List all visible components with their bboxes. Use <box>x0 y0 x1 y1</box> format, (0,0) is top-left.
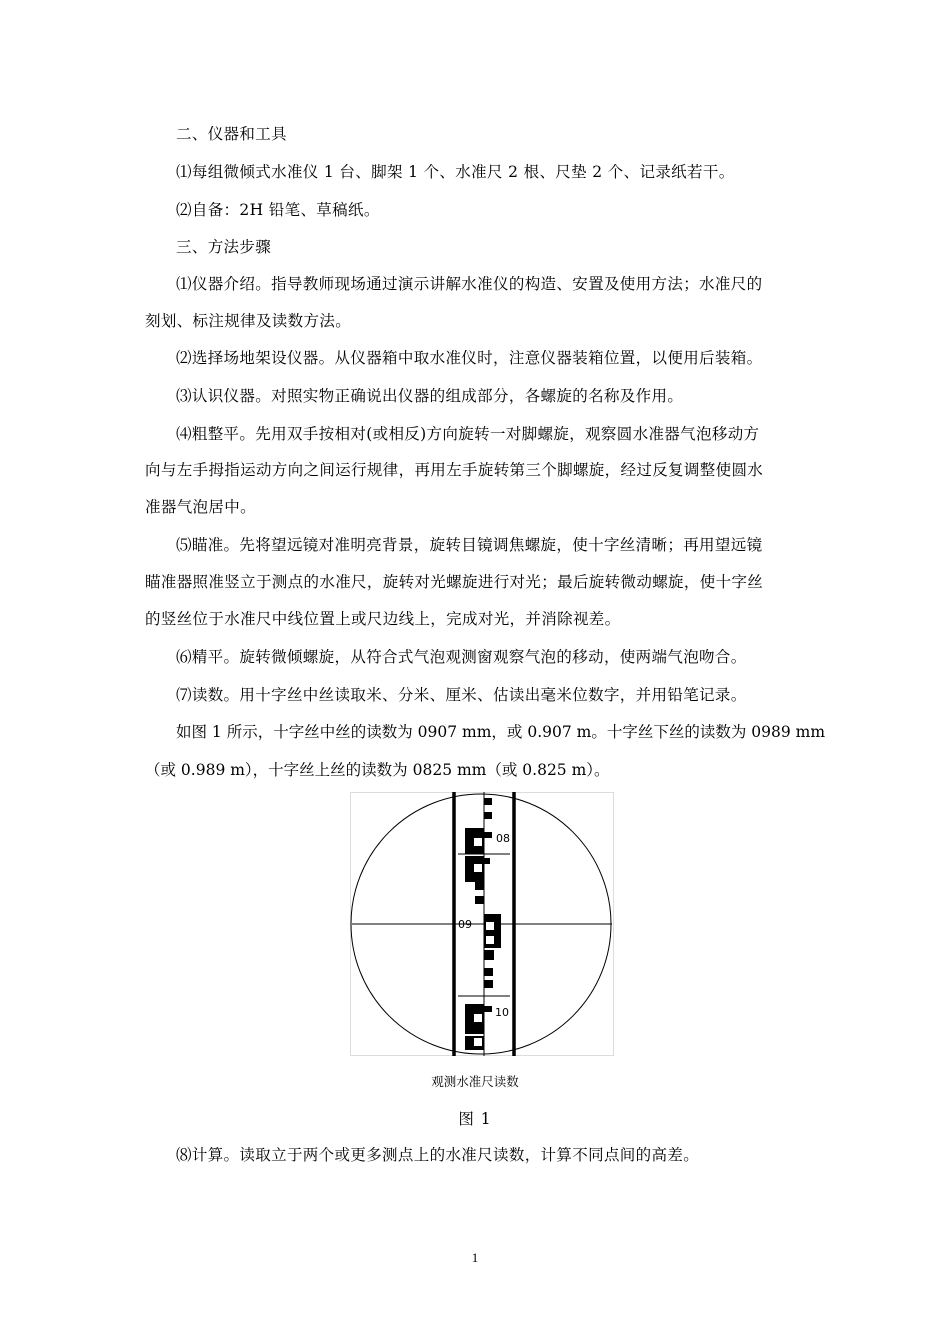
s2-item-1: ⑴每组微倾式水准仪 1 台、脚架 1 个、水准尺 2 根、尺垫 2 个、记录纸若干。 <box>176 163 735 181</box>
section3-heading: 三、方法步骤 <box>176 238 272 256</box>
s3-item-5-line-1: ⑸瞄准。先将望远镜对准明亮背景，旋转目镜调焦螺旋，使十字丝清晰；再用望远镜 <box>176 536 763 554</box>
s3-item-6: ⑹精平。旋转微倾螺旋，从符合式气泡观测窗观察气泡的移动，使两端气泡吻合。 <box>176 648 747 666</box>
s2-item-2: ⑵自备：2H 铅笔、草稿纸。 <box>176 201 380 219</box>
s3-item-3: ⑶认识仪器。对照实物正确说出仪器的组成部分，各螺旋的名称及作用。 <box>176 387 684 405</box>
staff-label-09: 09 <box>458 918 472 931</box>
section2-heading: 二、仪器和工具 <box>176 125 287 143</box>
s3-item-1-line-2: 刻划、标注规律及读数方法。 <box>145 312 352 330</box>
staff-label-10: 10 <box>495 1006 509 1019</box>
s3-item-5-line-2: 瞄准器照准竖立于测点的水准尺，旋转对光螺旋进行对光；最后旋转微动螺旋，使十字丝 <box>145 573 764 591</box>
page-number: 1 <box>471 1250 479 1265</box>
s3-item-4-line-3: 准器气泡居中。 <box>145 498 256 516</box>
leveling-staff-figure <box>350 792 614 1056</box>
telescope-view-svg <box>350 792 614 1056</box>
staff-label-08: 08 <box>496 832 510 845</box>
s3-item-8: ⑻计算。读取立于两个或更多测点上的水准尺读数，计算不同点间的高差。 <box>176 1146 700 1164</box>
s3-item-5-line-3: 的竖丝位于水准尺中线位置上或尺边线上，完成对光，并消除视差。 <box>145 610 621 628</box>
s3-item-2: ⑵选择场地架设仪器。从仪器箱中取水准仪时，注意仪器装箱位置，以便用后装箱。 <box>176 349 763 367</box>
reading-line-2: （或 0.989 m），十字丝上丝的读数为 0825 mm（或 0.825 m）。 <box>145 761 610 779</box>
reading-line-1: 如图 1 所示，十字丝中丝的读数为 0907 mm，或 0.907 m。十字丝下丝的读数为 0989 mm <box>176 723 826 741</box>
figure-caption: 观测水准尺读数 <box>431 1074 519 1089</box>
s3-item-1-line-1: ⑴仪器介绍。指导教师现场通过演示讲解水准仪的构造、安置及使用方法；水准尺的 <box>176 275 763 293</box>
figure-label: 图 1 <box>458 1110 492 1128</box>
s3-item-7: ⑺读数。用十字丝中丝读取米、分米、厘米、估读出毫米位数字，并用铅笔记录。 <box>176 686 747 704</box>
s3-item-4-line-2: 向与左手拇指运动方向之间运行规律，再用左手旋转第三个脚螺旋，经过反复调整使圆水 <box>145 461 764 479</box>
s3-item-4-line-1: ⑷粗整平。先用双手按相对(或相反)方向旋转一对脚螺旋，观察圆水准器气泡移动方 <box>176 425 760 443</box>
